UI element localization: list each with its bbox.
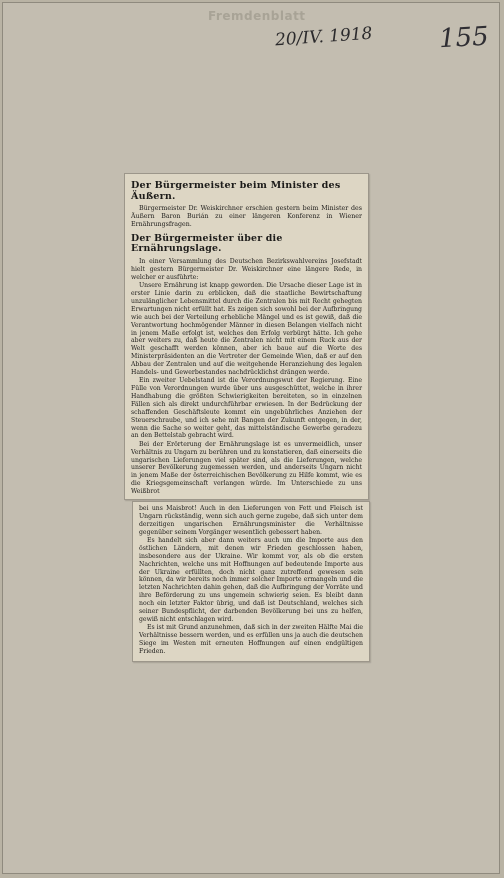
newspaper-clipping-bottom (132, 501, 370, 662)
article1-title: Der Bürgermeister beim Minister des Äußern. (131, 180, 341, 203)
article2-paragraph: Unsere Ernährung ist knapp geworden. Die Ursache dieser Lage ist in erster Linie darin zu erblicken, daß die staatliche Bewirtschaftung unzulänglicher Lebensmittel durch die Zentralen bis mit Recht gehegten Erwartungen nicht erfüllt hat. Es zeigen sich sowohl bei der Aufbringung wie auch bei der Verteilung erhebliche Mängel und es ist gewiß, daß die Verantwortung hochmögender Männer in diesen Belangen vielfach nicht in jenem Maße erfolgt ist, welches den Erfolg verbürgt hätte. Ich gehe aber weiters zu, daß heute die Zentralen nicht mit einem Ruck aus der Welt geschafft werden können, aber ich baue auf die Worte des Ministerpräsidenten an die Vertreter der Gemeinde Wien, daß er auf den Abbau der Zentralen und auf die weitgehende Heranziehung des legalen Handels- und Gewerbestandes nachdrücklichst drängen werde. (131, 282, 362, 376)
article2-continued-paragraph: Es ist mit Grund anzunehmen, daß sich in der zweiten Hälfte Mai die Verhältnisse bessern werden, und es erfüllen uns ja auch die deutschen Siege im Westen mit erneuten Hoffnungen auf einen endgültigen Frieden. (139, 624, 363, 655)
article2-title: Der Bürgermeister über die Ernährungslage. (131, 232, 283, 255)
article2-continued-paragraph: bei uns Maisbrot! Auch in den Lieferungen von Fett und Fleisch ist Ungarn rückständig, wenn sich auch gerne zugebe, daß sich unter dem derzeitigen ungarischen Ernährungsminister die Verhältnisse gegenüber seinem Vorgänger wesentlich gebessert haben. (139, 505, 363, 536)
archive-sheet (2, 2, 500, 874)
newspaper-clipping-top (124, 173, 369, 500)
article2-paragraph: Bei der Erörterung der Ernährungslage ist es unvermeidlich, unser Verhältnis zu Ungarn zu berühren und zu konstatieren, daß einerseits die ungarischen Lieferungen viel später sind, als die Lieferungen, welche unserer Bevölkerung zugemessen werden, und anderseits Ungarn nicht in jenem Maße der österreichischen Bevölkerung zu Hilfe kommt, wie es die Kriegsgemeinschaft verlangen würde. Im Unterschiede zu uns Weißbrot (131, 440, 362, 496)
article1-text: Bürgermeister Dr. Weiskirchner erschien gestern beim Minister des Äußern Baron Burián zu einer längeren Konferenz in Wiener Ernährungsfragen. (131, 205, 362, 229)
folio-number: 155 (438, 21, 490, 55)
newspaper-stamp: Fremdenblatt (208, 9, 306, 23)
article2-paragraph: Ein zweiter Uebelstand ist die Verordnungswut der Regierung. Eine Fülle von Verordnungen wurde über uns ausgeschüttet, welche in ihrer Handhabung die größten Schwierigkeiten bereiteten, so in einzelnen Fällen sich als direkt undurchführbar erwiesen. In der Bedrückung der schaffenden Geschäftsleute kommt ein ungebührliches Anziehen der Steuerschraube, und ich sehe mit Bangen der Zukunft entgegen, in der, wenn die Sache so weiter geht, das mittelständische Gewerbe geradezu an den Bettelstab gebracht wird. (131, 377, 362, 440)
handwritten-date: 20/IV. 1918 (274, 23, 374, 51)
article2-paragraph: In einer Versammlung des Deutschen Bezirkswahlvereins Josefstadt hielt gestern Bürgermeister Dr. Weiskirchner eine längere Rede, in welcher er ausführte: (131, 258, 362, 281)
article2-continued-paragraph: Es handelt sich aber dann weiters auch um die Importe aus den östlichen Ländern, mit denen wir Frieden geschlossen haben, insbesondere aus der Ukraine. Wir kommt vor, als ob die ersten Nachrichten, welche uns mit Hoffnungen auf bedeutende Importe aus der Ukraine erfüllten, doch nicht ganz zutreffend gewesen sein können, da wir bereits noch immer solcher Importe ermangeln und die letzten Nachrichten dahin gehen, daß die Aufbringung der Vorräte und ihre Beförderung zu uns ungemein schwierig seien. Es bleibt dann noch ein letzter Faktor übrig, und daß ist Deutschland, welches sich seiner Bundespflicht, der darbenden Bevölkerung bei uns zu helfen, gewiß nicht entschlagen wird. (139, 537, 363, 623)
